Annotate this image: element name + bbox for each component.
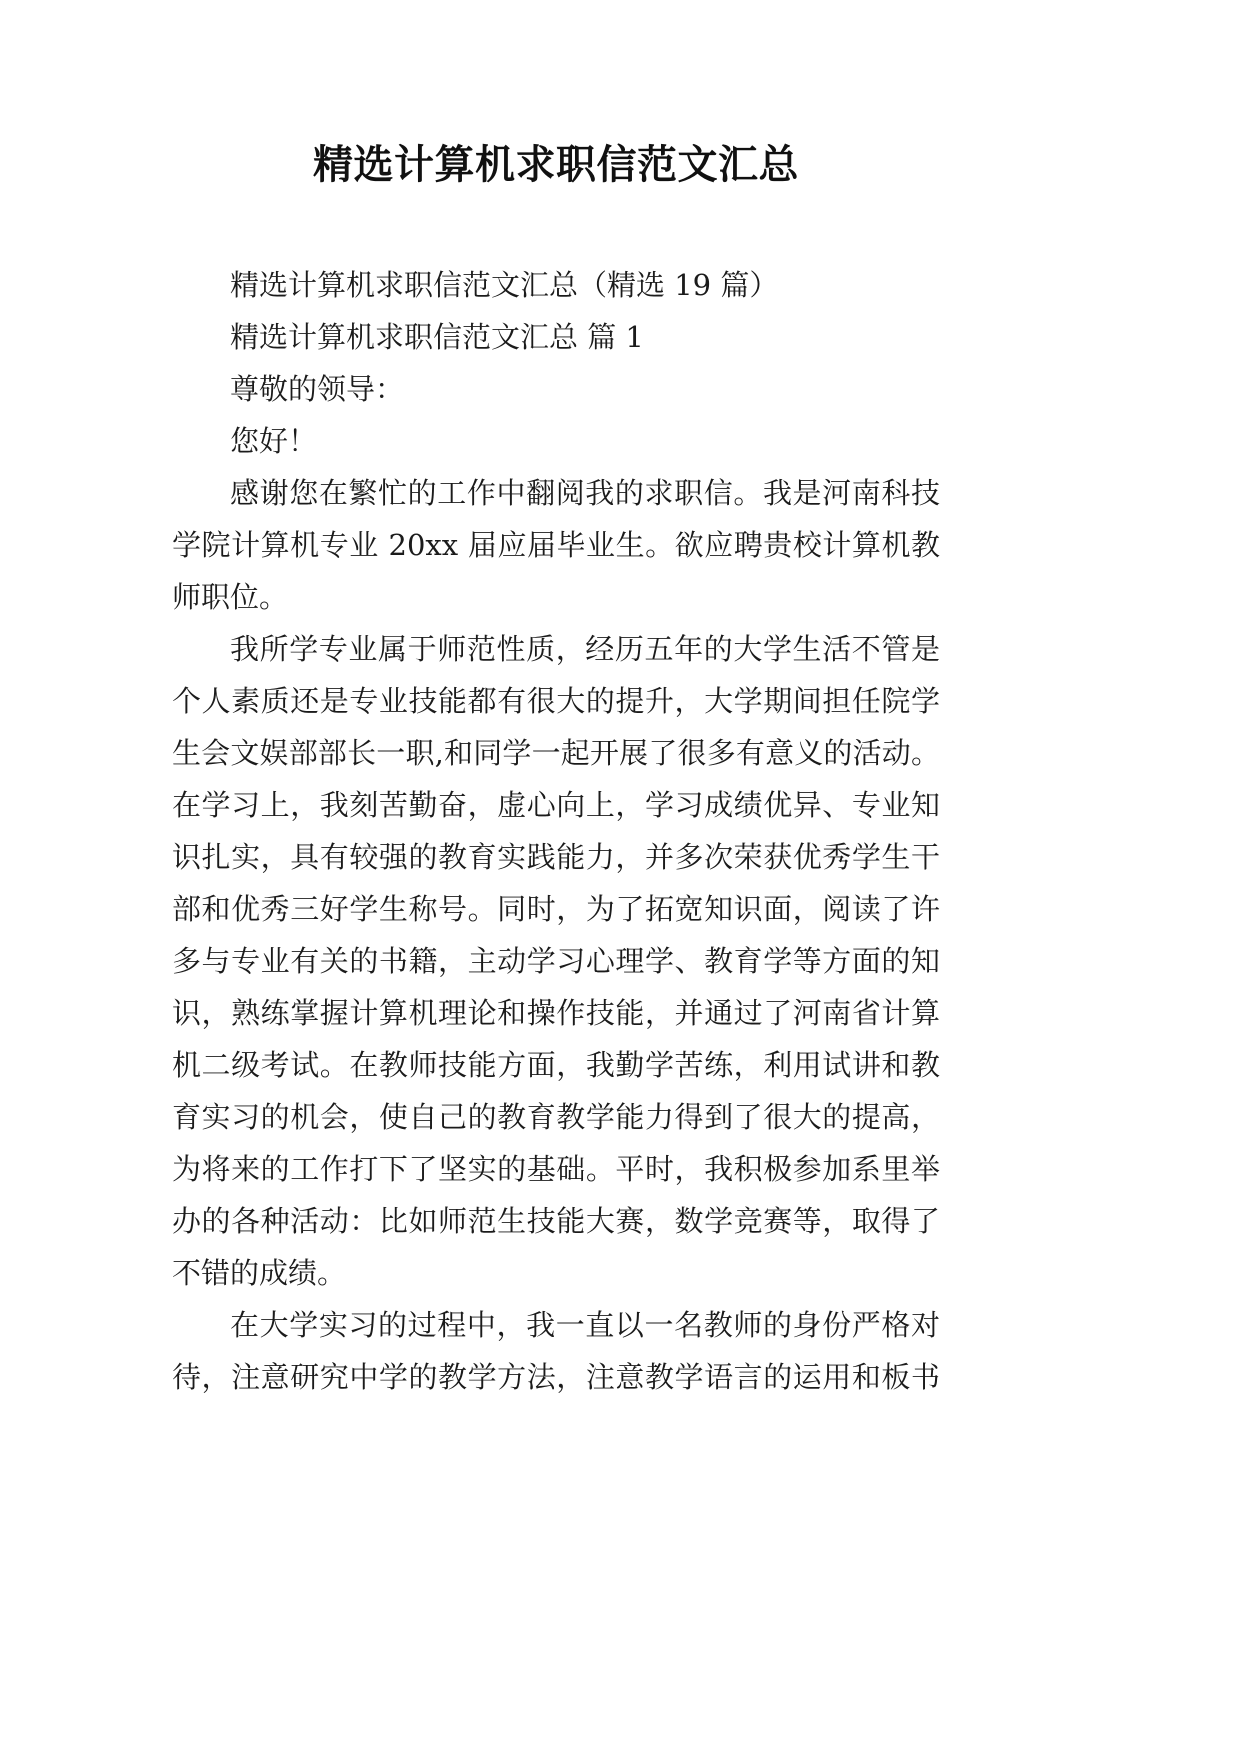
paragraph-line: 在大学实习的过程中，我一直以一名教师的身份严格对 (230, 1308, 940, 1342)
paragraph-line: 为将来的工作打下了坚实的基础。平时，我积极参加系里举 (172, 1152, 940, 1186)
paragraph-line: 部和优秀三好学生称号。同时，为了拓宽知识面，阅读了许 (172, 892, 940, 926)
paragraph-line: 精选计算机求职信范文汇总（精选 19 篇） (230, 268, 779, 302)
document-body (172, 259, 940, 1403)
paragraph-line: 在学习上，我刻苦勤奋，虚心向上，学习成绩优异、专业知 (172, 788, 940, 822)
paragraph-line: 育实习的机会，使自己的教育教学能力得到了很大的提高， (172, 1100, 940, 1134)
paragraph-line: 您好！ (230, 424, 318, 458)
paragraph-internship (172, 1299, 940, 1403)
paragraph-salutation (172, 363, 940, 415)
paragraph-line: 识扎实，具有较强的教育实践能力，并多次荣获优秀学生干 (172, 840, 940, 874)
paragraph-line: 待，注意研究中学的教学方法，注意教学语言的运用和板书 (172, 1360, 940, 1394)
paragraph-subtitle (172, 259, 940, 311)
paragraph-line: 师职位。 (172, 580, 289, 614)
paragraph-line: 学院计算机专业 20xx 届应届毕业生。欲应聘贵校计算机教 (172, 528, 940, 562)
paragraph-line: 个人素质还是专业技能都有很大的提升，大学期间担任院学 (172, 684, 940, 718)
paragraph-greeting (172, 415, 940, 467)
paragraph-line: 机二级考试。在教师技能方面，我勤学苦练，利用试讲和教 (172, 1048, 940, 1082)
paragraph-line: 我所学专业属于师范性质，经历五年的大学生活不管是 (230, 632, 940, 666)
paragraph-line: 识，熟练掌握计算机理论和操作技能，并通过了河南省计算 (172, 996, 940, 1030)
paragraph-line: 多与专业有关的书籍，主动学习心理学、教育学等方面的知 (172, 944, 940, 978)
paragraph-line: 尊敬的领导： (230, 372, 405, 406)
paragraph-line: 不错的成绩。 (172, 1256, 347, 1290)
paragraph-line: 办的各种活动：比如师范生技能大赛，数学竞赛等，取得了 (172, 1204, 940, 1238)
paragraph-line: 感谢您在繁忙的工作中翻阅我的求职信。我是河南科技 (230, 476, 940, 510)
paragraph-line: 精选计算机求职信范文汇总 篇 1 (230, 320, 644, 354)
paragraph-intro (172, 467, 940, 623)
paragraph-line: 生会文娱部部长一职,和同学一起开展了很多有意义的活动。 (172, 736, 940, 770)
document-title: 精选计算机求职信范文汇总 (313, 141, 799, 188)
paragraph-section-heading (172, 311, 940, 363)
paragraph-education (172, 623, 940, 1299)
